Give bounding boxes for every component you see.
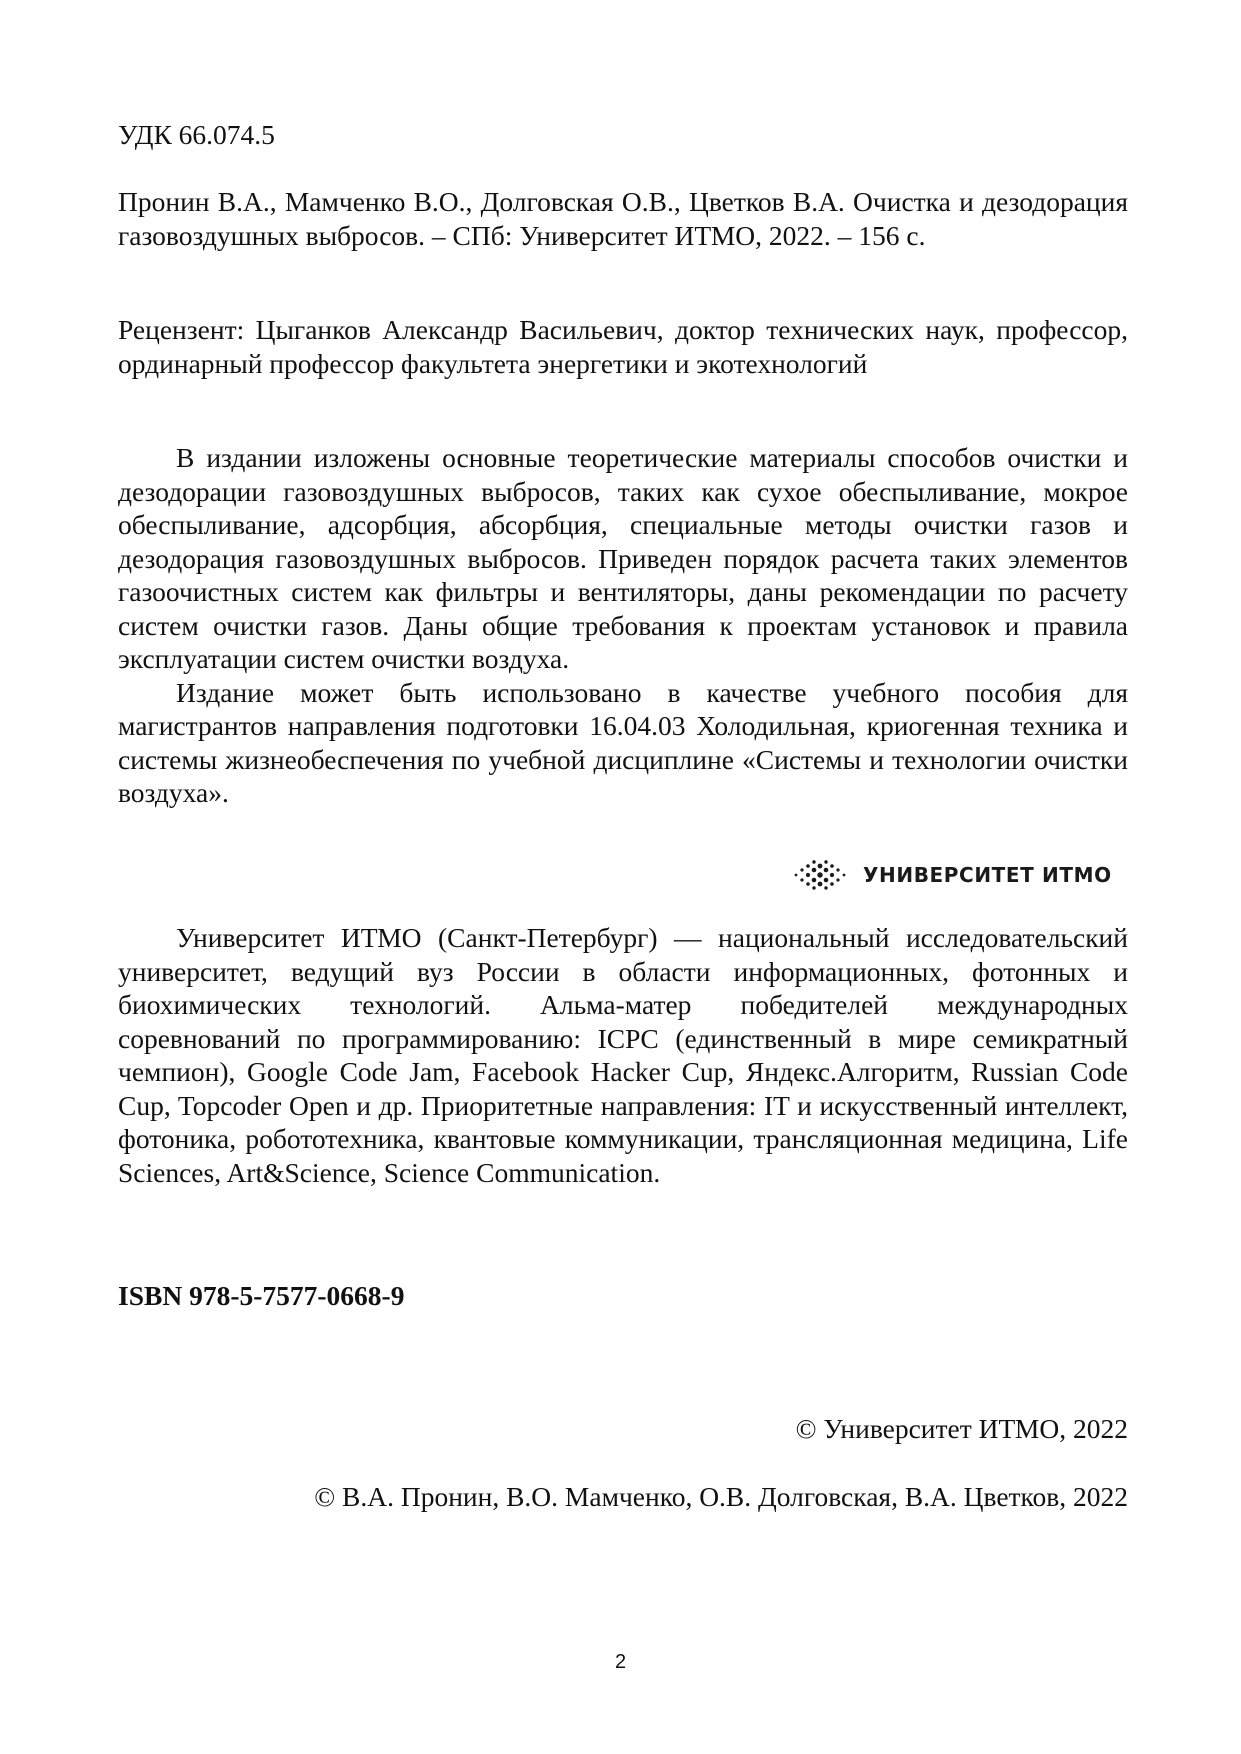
copyright-university: © Университет ИТМО, 2022 [795,1413,1128,1444]
page-number: 2 [614,1651,627,1673]
abstract-paragraph: Издание может быть использовано в качестве учебного пособия для магистрантов направления подготовки 16.04.03 Холодильная, криогенная техника и системы жизнеобеспечения по учебной дисциплине «Системы и технологии очистки воздуха». [118,676,1128,808]
isbn: ISBN 978-5-7577-0668-9 [118,1280,405,1311]
abstract-paragraph: В издании изложены основные теоретические материалы способов очистки и дезодорации газовоздушных выбросов, таких как сухое обеспыливание, мокрое обеспыливание, адсорбция, абсорбция, специальные методы очистки газов и дезодорация газовоздушных выбросов. Приведен порядок расчета таких элементов газоочистных систем как фильтры и вентиляторы, даны рекомендации по расчету систем очистки газов. Даны общие требования к проектам установок и правила эксплуатации систем очистки воздуха. [118,442,1128,674]
itmo-dots-logo-icon [793,858,849,892]
logo-text: УНИВЕРСИТЕТ ИТМО [863,863,1112,887]
reviewer-info: Рецензент: Цыганков Александр Васильевич, доктор технических наук, профессор, ординарный профессор факультета энергетики и экотехнологий [118,314,1128,379]
abstract [118,441,1128,810]
itmo-logo [793,858,1112,892]
university-description: Университет ИТМО (Санкт-Петербург) — национальный исследовательский университет, ведущий вуз России в области информационных, фотонных и биохимических технологий. Альма-матер победителей международных соревнований по программированию: ICPC (единственный в мире семикратный чемпион), Google Code Jam, Facebook Hacker Cup, Яндекс.Алгоритм, Russian Code Cup, Topcoder Open и др. Приоритетные направления: IT и искусственный интеллект, фотоника, робототехника, квантовые коммуникации, трансляционная медицина, Life Sciences, Art&Science, Science Communication. [118,922,1128,1188]
bibliographic-citation: Пронин В.А., Мамченко В.О., Долговская О.В., Цветков В.А. Очистка и дезодорация газовоздушных выбросов. – СПб: Университет ИТМО, 2022. – 156 с. [118,186,1128,251]
udk-code: УДК 66.074.5 [118,119,275,150]
copyright-authors: © В.А. Пронин, В.О. Мамченко, О.В. Долговская, В.А. Цветков, 2022 [314,1481,1128,1512]
